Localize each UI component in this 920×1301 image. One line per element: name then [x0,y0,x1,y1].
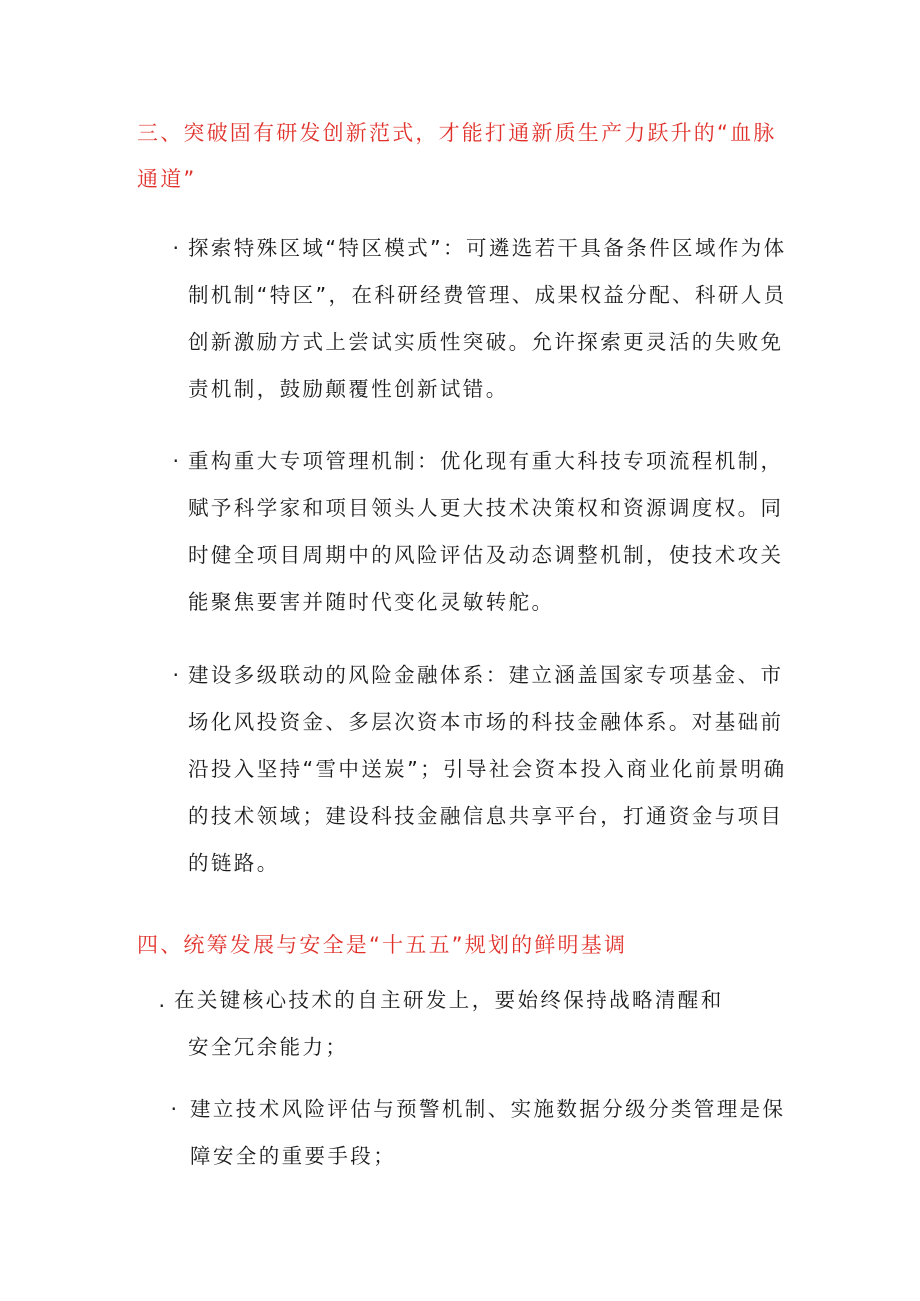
section-3-item-1 [172,225,798,413]
bullet: · [172,449,182,473]
bullet: . [158,988,168,1012]
item-text: 探索特殊区域“特区模式”：可遴选若干具备条件区域作为体制机制“特区”，在科研经费管理、成果权益分配、科研人员创新激励方式上尝试实质性突破。允许探索更灵活的失败免责机制，鼓励颠覆性创新试错。 [188,236,787,401]
bullet: · [170,1097,180,1121]
section-4-item-2 [170,1086,800,1180]
item-text-line-2: 安全冗余能力； [188,1035,349,1059]
item-text: 重构重大专项管理机制：优化现有重大科技专项流程机制，赋予科学家和项目领头人更大技术决策权和资源调度权。同时健全项目周期中的风险评估及动态调整机制，使技术攻关能聚焦要害并随时代变化灵敏转舵。 [188,449,784,614]
section-3-item-2 [172,438,798,626]
bullet: · [172,663,182,687]
bullet: · [172,236,182,260]
item-text-line-1: 在关键核心技术的自主研发上，要始终保持战略清醒和 [174,988,724,1012]
item-text: 建设多级联动的风险金融体系：建立涵盖国家专项基金、市场化风投资金、多层次资本市场的科技金融体系。对基础前沿投入坚持“雪中送炭”；引导社会资本投入商业化前景明确的技术领域；建设科技金融信息共享平台，打通资金与项目的链路。 [188,663,787,875]
section-4-heading: 四、统筹发展与安全是“十五五”规划的鲜明基调 [137,933,628,957]
section-4-item-1 [158,977,774,1071]
item-text: 建立技术风险评估与预警机制、实施数据分级分类管理是保障安全的重要手段； [190,1097,786,1168]
section-3-item-3 [172,652,798,887]
section-3-heading: 三、突破固有研发创新范式，才能打通新质生产力跃升的“血脉通道” [137,121,777,191]
